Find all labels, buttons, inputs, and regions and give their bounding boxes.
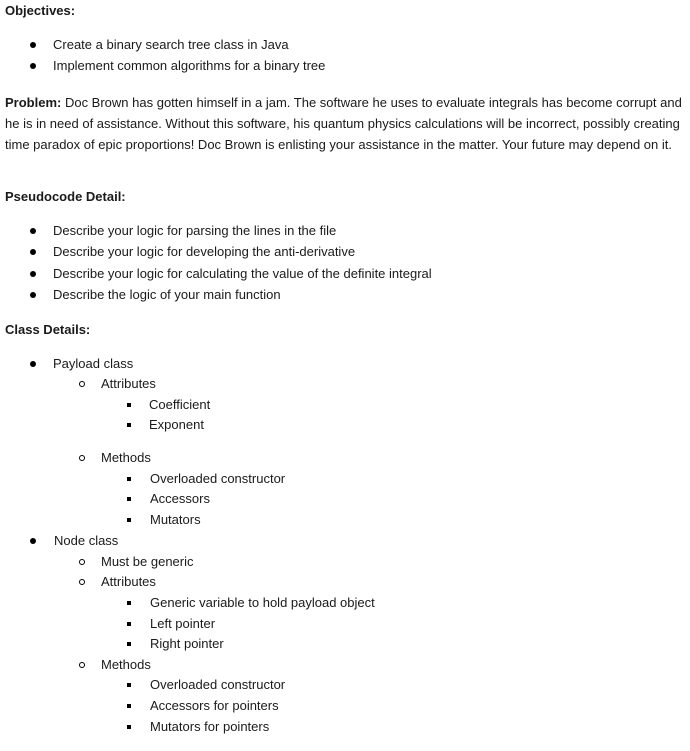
pseudocode-item: Describe the logic of your main function: [53, 287, 281, 302]
bullet-square-icon: [127, 403, 131, 407]
bullet-square-icon: [127, 683, 131, 687]
node-methods-label: Methods: [101, 657, 151, 672]
bullet-square-icon: [127, 477, 131, 481]
objective-item: Create a binary search tree class in Java: [53, 37, 289, 52]
bullet-square-icon: [127, 601, 131, 605]
bullet-dot-icon: [30, 361, 36, 367]
bullet-square-icon: [127, 642, 131, 646]
payload-class-label: Payload class: [53, 356, 134, 371]
problem-text: Doc Brown has gotten himself in a jam. The software he uses to evaluate integrals has become corrupt and he is in need of assistance. Without this software, his quantum physics calculations will be incorrect, possibly creating time paradox of epic proportions! Doc Brown is enlisting your assistance in the matter. Your future may depend on it.: [5, 95, 682, 152]
bullet-circle-icon: [79, 662, 85, 668]
payload-attribute-item: Exponent: [149, 417, 204, 432]
node-generic-label: Must be generic: [101, 554, 194, 569]
objectives-heading: Objectives:: [5, 3, 76, 18]
bullet-square-icon: [127, 518, 131, 522]
bullet-dot-icon: [30, 249, 36, 255]
node-attribute-item: Generic variable to hold payload object: [150, 595, 375, 610]
payload-method-item: Mutators: [150, 512, 201, 527]
bullet-square-icon: [127, 423, 131, 427]
bullet-dot-icon: [30, 271, 36, 277]
bullet-square-icon: [127, 622, 131, 626]
bullet-square-icon: [127, 704, 131, 708]
pseudocode-heading: Pseudocode Detail:: [5, 189, 126, 204]
node-method-item: Overloaded constructor: [150, 677, 286, 692]
objective-item: Implement common algorithms for a binary tree: [53, 58, 326, 73]
pseudocode-item: Describe your logic for parsing the lines in the file: [53, 223, 337, 238]
bullet-square-icon: [127, 497, 131, 501]
node-attribute-item: Right pointer: [150, 636, 224, 651]
problem-paragraph: [5, 92, 685, 155]
payload-methods-label: Methods: [101, 450, 151, 465]
bullet-dot-icon: [30, 63, 36, 69]
pseudocode-item: Describe your logic for calculating the value of the definite integral: [53, 266, 432, 281]
payload-attribute-item: Coefficient: [149, 397, 211, 412]
bullet-circle-icon: [79, 381, 85, 387]
bullet-circle-icon: [79, 559, 85, 565]
problem-label: Problem:: [5, 95, 62, 110]
payload-method-item: Accessors: [150, 491, 210, 506]
bullet-circle-icon: [79, 455, 85, 461]
bullet-dot-icon: [30, 42, 36, 48]
class-details-heading: Class Details:: [5, 322, 91, 337]
node-method-item: Mutators for pointers: [150, 719, 270, 734]
node-attributes-label: Attributes: [101, 574, 156, 589]
bullet-dot-icon: [30, 292, 36, 298]
node-method-item: Accessors for pointers: [150, 698, 279, 713]
payload-method-item: Overloaded constructor: [150, 471, 286, 486]
pseudocode-item: Describe your logic for developing the anti-derivative: [53, 244, 356, 259]
payload-attributes-label: Attributes: [101, 376, 156, 391]
bullet-square-icon: [127, 725, 131, 729]
node-class-label: Node class: [54, 533, 119, 548]
node-attribute-item: Left pointer: [150, 616, 216, 631]
bullet-dot-icon: [30, 538, 36, 544]
bullet-circle-icon: [79, 579, 85, 585]
bullet-dot-icon: [30, 228, 36, 234]
